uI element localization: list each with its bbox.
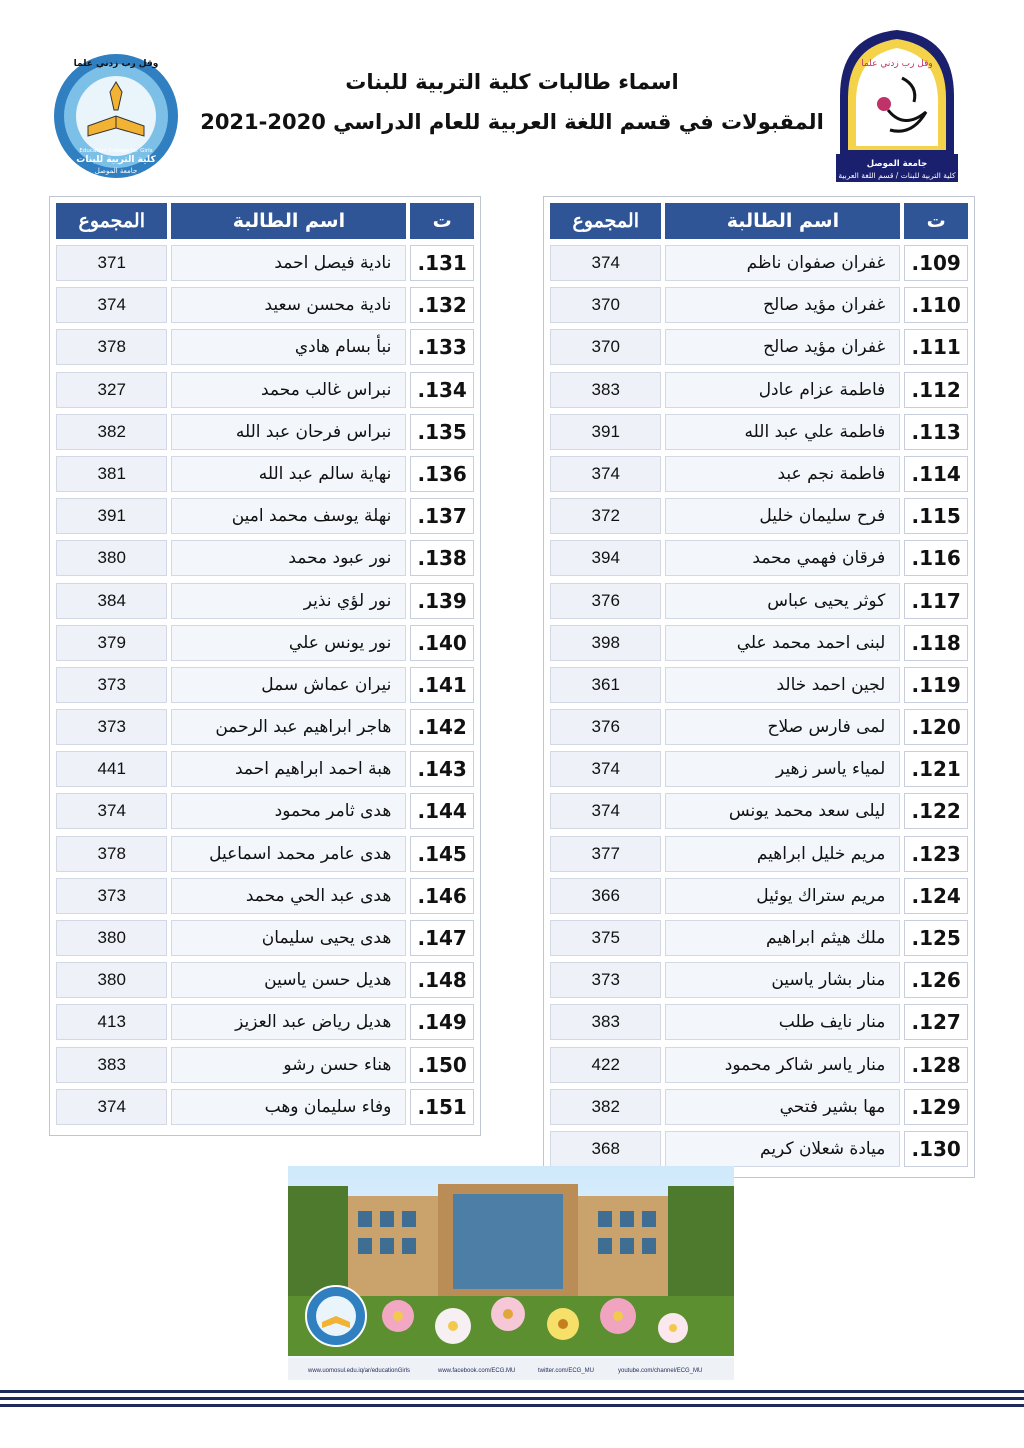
row-index: 134. xyxy=(410,372,474,408)
row-index: 131. xyxy=(410,245,474,281)
row-index: 118. xyxy=(904,625,968,661)
department-emblem-icon xyxy=(832,26,962,184)
total-score: 383 xyxy=(550,1004,661,1040)
table-row xyxy=(54,625,476,667)
student-name: غفران مؤيد صالح xyxy=(665,329,900,365)
student-name: فرح سليمان خليل xyxy=(665,498,900,534)
table-row xyxy=(548,583,970,625)
campus-building-image xyxy=(288,1166,734,1380)
total-score: 327 xyxy=(56,372,167,408)
row-index: 116. xyxy=(904,540,968,576)
total-score: 413 xyxy=(56,1004,167,1040)
row-index: 124. xyxy=(904,878,968,914)
row-index: 132. xyxy=(410,287,474,323)
total-score: 368 xyxy=(550,1131,661,1167)
total-score: 373 xyxy=(56,709,167,745)
student-name: منار بشار ياسين xyxy=(665,962,900,998)
student-name: هدى عامر محمد اسماعيل xyxy=(171,836,406,872)
page-title-block xyxy=(200,62,824,142)
total-score: 383 xyxy=(56,1047,167,1083)
row-index: 148. xyxy=(410,962,474,998)
table-row xyxy=(54,245,476,287)
total-score: 379 xyxy=(56,625,167,661)
student-name: نهاية سالم عبد الله xyxy=(171,456,406,492)
table-row xyxy=(548,751,970,793)
table-header-row xyxy=(54,203,476,245)
student-name: مريم خليل ابراهيم xyxy=(665,836,900,872)
header-score: المجموع xyxy=(550,203,661,239)
student-name: غفران مؤيد صالح xyxy=(665,287,900,323)
row-index: 137. xyxy=(410,498,474,534)
total-score: 374 xyxy=(550,793,661,829)
student-name: ملك هيثم ابراهيم xyxy=(665,920,900,956)
student-name: نادية فيصل احمد xyxy=(171,245,406,281)
table-row xyxy=(548,793,970,835)
student-name: فاطمة عزام عادل xyxy=(665,372,900,408)
total-score: 373 xyxy=(56,878,167,914)
row-index: 136. xyxy=(410,456,474,492)
table-row xyxy=(54,498,476,540)
student-name: لبنى احمد محمد علي xyxy=(665,625,900,661)
total-score: 373 xyxy=(56,667,167,703)
table-row xyxy=(548,920,970,962)
total-score: 373 xyxy=(550,962,661,998)
row-index: 119. xyxy=(904,667,968,703)
table-row xyxy=(54,540,476,582)
svg-text:www.uomosul.edu.iq/ar/educatio: www.uomosul.edu.iq/ar/educationGirls xyxy=(308,1368,411,1374)
row-index: 150. xyxy=(410,1047,474,1083)
student-name: هاجر ابراهيم عبد الرحمن xyxy=(171,709,406,745)
student-name: مها بشير فتحي xyxy=(665,1089,900,1125)
total-score: 371 xyxy=(56,245,167,281)
total-score: 380 xyxy=(56,920,167,956)
total-score: 374 xyxy=(56,287,167,323)
total-score: 378 xyxy=(56,329,167,365)
total-score: 375 xyxy=(550,920,661,956)
svg-text:Education College for Girls: Education College for Girls xyxy=(79,148,153,154)
table-row xyxy=(548,329,970,371)
college-seal-icon xyxy=(52,52,180,180)
student-name: نيران عماش سمل xyxy=(171,667,406,703)
total-score: 378 xyxy=(56,836,167,872)
row-index: 135. xyxy=(410,414,474,450)
campus-photo xyxy=(288,1166,734,1380)
row-index: 120. xyxy=(904,709,968,745)
total-score: 441 xyxy=(56,751,167,787)
row-index: 149. xyxy=(410,1004,474,1040)
department-logo xyxy=(832,26,962,184)
row-index: 147. xyxy=(410,920,474,956)
row-index: 145. xyxy=(410,836,474,872)
table-row xyxy=(548,836,970,878)
table-row xyxy=(548,287,970,329)
row-index: 123. xyxy=(904,836,968,872)
row-index: 125. xyxy=(904,920,968,956)
table-row xyxy=(54,372,476,414)
row-index: 146. xyxy=(410,878,474,914)
row-index: 109. xyxy=(904,245,968,281)
student-name: هبة احمد ابراهيم احمد xyxy=(171,751,406,787)
student-name: فاطمة نجم عبد xyxy=(665,456,900,492)
table-row xyxy=(54,1047,476,1089)
table-row xyxy=(54,287,476,329)
student-name: ليلى سعد محمد يونس xyxy=(665,793,900,829)
table-row xyxy=(548,414,970,456)
table-row xyxy=(54,751,476,793)
row-index: 117. xyxy=(904,583,968,619)
student-name: نبراس غالب محمد xyxy=(171,372,406,408)
svg-text:جامعة الموصل: جامعة الموصل xyxy=(94,167,138,175)
total-score: 374 xyxy=(550,456,661,492)
row-index: 127. xyxy=(904,1004,968,1040)
row-index: 112. xyxy=(904,372,968,408)
table-row xyxy=(548,709,970,751)
table-row xyxy=(54,1004,476,1046)
table-row xyxy=(54,793,476,835)
table-row xyxy=(54,920,476,962)
total-score: 374 xyxy=(56,1089,167,1125)
table-header-row xyxy=(548,203,970,245)
student-name: نهلة يوسف محمد امين xyxy=(171,498,406,534)
total-score: 391 xyxy=(56,498,167,534)
total-score: 366 xyxy=(550,878,661,914)
table-row xyxy=(548,372,970,414)
table-row xyxy=(54,329,476,371)
table-row xyxy=(54,583,476,625)
row-index: 144. xyxy=(410,793,474,829)
total-score: 374 xyxy=(550,751,661,787)
student-name: هديل رياض عبد العزيز xyxy=(171,1004,406,1040)
row-index: 126. xyxy=(904,962,968,998)
page-title: اسماء طالبات كلية التربية للبنات xyxy=(345,70,679,94)
student-name: هدى ثامر محمود xyxy=(171,793,406,829)
student-name: لمياء ياسر زهير xyxy=(665,751,900,787)
student-name: هديل حسن ياسين xyxy=(171,962,406,998)
table-row xyxy=(54,1089,476,1131)
svg-text:كلية التربية للبنات: كلية التربية للبنات xyxy=(76,155,156,165)
total-score: 381 xyxy=(56,456,167,492)
student-name: فرقان فهمي محمد xyxy=(665,540,900,576)
svg-text:وقل رب زدني علما: وقل رب زدني علما xyxy=(861,59,933,69)
table-row xyxy=(54,414,476,456)
header-name: اسم الطالبة xyxy=(665,203,900,239)
row-index: 115. xyxy=(904,498,968,534)
student-name: ميادة شعلان كريم xyxy=(665,1131,900,1167)
total-score: 382 xyxy=(56,414,167,450)
total-score: 383 xyxy=(550,372,661,408)
college-logo xyxy=(52,52,180,180)
row-index: 111. xyxy=(904,329,968,365)
student-name: نادية محسن سعيد xyxy=(171,287,406,323)
svg-text:youtube.com/channel/ECG_MU: youtube.com/channel/ECG_MU xyxy=(618,1368,703,1374)
row-index: 133. xyxy=(410,329,474,365)
total-score: 394 xyxy=(550,540,661,576)
page-subtitle: المقبولات في قسم اللغة العربية للعام الدراسي 2020-2021 xyxy=(200,110,824,134)
svg-text:جامعة الموصل: جامعة الموصل xyxy=(866,159,928,169)
student-name: نور لؤي نذير xyxy=(171,583,406,619)
row-index: 141. xyxy=(410,667,474,703)
row-index: 139. xyxy=(410,583,474,619)
row-index: 110. xyxy=(904,287,968,323)
table-row xyxy=(548,1047,970,1089)
student-name: كوثر يحيى عباس xyxy=(665,583,900,619)
students-table-right xyxy=(543,196,975,1178)
row-index: 138. xyxy=(410,540,474,576)
table-row xyxy=(548,1089,970,1131)
student-name: منار ياسر شاكر محمود xyxy=(665,1047,900,1083)
students-table-left xyxy=(49,196,481,1136)
total-score: 380 xyxy=(56,962,167,998)
table-row xyxy=(54,709,476,751)
table-row xyxy=(548,1004,970,1046)
svg-text:www.facebook.com/ECG.MU: www.facebook.com/ECG.MU xyxy=(438,1368,516,1374)
row-index: 130. xyxy=(904,1131,968,1167)
table-row xyxy=(54,962,476,1004)
header-name: اسم الطالبة xyxy=(171,203,406,239)
row-index: 114. xyxy=(904,456,968,492)
header-index: ت xyxy=(904,203,968,239)
table-row xyxy=(548,878,970,920)
student-name: نبراس فرحان عبد الله xyxy=(171,414,406,450)
total-score: 372 xyxy=(550,498,661,534)
student-name: لجين احمد خالد xyxy=(665,667,900,703)
table-row xyxy=(548,498,970,540)
row-index: 143. xyxy=(410,751,474,787)
total-score: 376 xyxy=(550,709,661,745)
student-name: منار نايف طلب xyxy=(665,1004,900,1040)
row-index: 128. xyxy=(904,1047,968,1083)
table-row xyxy=(54,667,476,709)
total-score: 377 xyxy=(550,836,661,872)
row-index: 140. xyxy=(410,625,474,661)
total-score: 370 xyxy=(550,287,661,323)
total-score: 391 xyxy=(550,414,661,450)
row-index: 122. xyxy=(904,793,968,829)
row-index: 151. xyxy=(410,1089,474,1125)
row-index: 113. xyxy=(904,414,968,450)
student-name: وفاء سليمان وهب xyxy=(171,1089,406,1125)
student-name: هدى عبد الحي محمد xyxy=(171,878,406,914)
row-index: 121. xyxy=(904,751,968,787)
student-name: نبأ بسام هادي xyxy=(171,329,406,365)
table-row xyxy=(548,625,970,667)
total-score: 384 xyxy=(56,583,167,619)
row-index: 129. xyxy=(904,1089,968,1125)
student-name: مريم ستراك يوئيل xyxy=(665,878,900,914)
total-score: 374 xyxy=(550,245,661,281)
student-name: هناء حسن رشو xyxy=(171,1047,406,1083)
total-score: 374 xyxy=(56,793,167,829)
header-index: ت xyxy=(410,203,474,239)
total-score: 376 xyxy=(550,583,661,619)
total-score: 361 xyxy=(550,667,661,703)
table-row xyxy=(548,456,970,498)
total-score: 370 xyxy=(550,329,661,365)
student-name: هدى يحيى سليمان xyxy=(171,920,406,956)
total-score: 380 xyxy=(56,540,167,576)
total-score: 398 xyxy=(550,625,661,661)
table-row xyxy=(548,667,970,709)
student-name: لمى فارس صلاح xyxy=(665,709,900,745)
student-name: نور يونس علي xyxy=(171,625,406,661)
table-row xyxy=(54,878,476,920)
svg-text:كلية التربية للبنات / قسم اللغ: كلية التربية للبنات / قسم اللغة العربية xyxy=(838,171,956,180)
row-index: 142. xyxy=(410,709,474,745)
total-score: 422 xyxy=(550,1047,661,1083)
student-name: غفران صفوان ناظم xyxy=(665,245,900,281)
student-name: نور عبود محمد xyxy=(171,540,406,576)
table-row xyxy=(548,245,970,287)
table-row xyxy=(54,836,476,878)
student-name: فاطمة علي عبد الله xyxy=(665,414,900,450)
table-row xyxy=(548,962,970,1004)
svg-text:وقل رب زدني علما: وقل رب زدني علما xyxy=(73,59,159,69)
footer-divider xyxy=(0,1388,1024,1410)
table-row xyxy=(54,456,476,498)
table-row xyxy=(548,540,970,582)
svg-text:twitter.com/ECG_MU: twitter.com/ECG_MU xyxy=(538,1368,595,1374)
total-score: 382 xyxy=(550,1089,661,1125)
header-score: المجموع xyxy=(56,203,167,239)
